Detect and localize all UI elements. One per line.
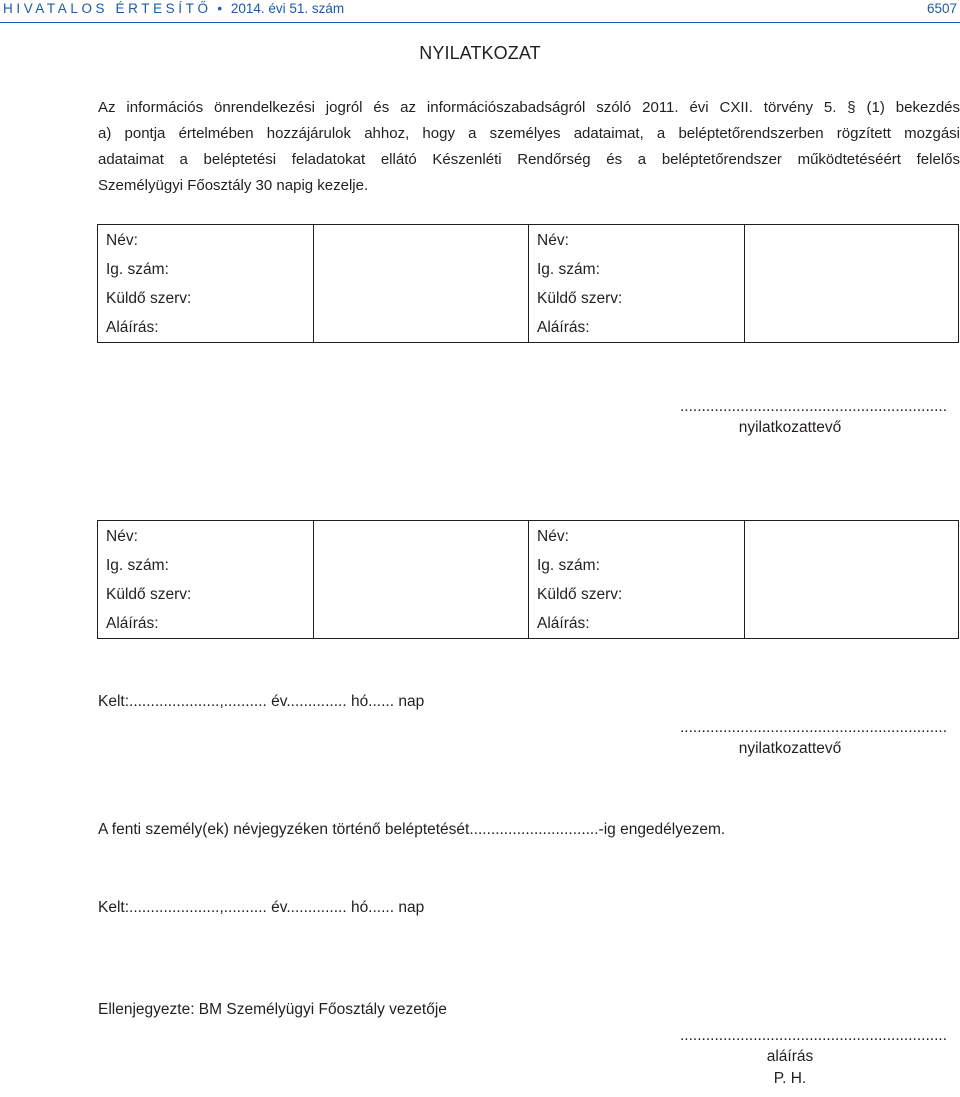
date-line-2: Kelt:.....................,.......... év.............. hó...... nap [98,899,425,916]
sending-org-label: Küldő szerv: [537,290,623,307]
paragraph-line: a) pontja értelmében hozzájárulok ahhoz, hogy a személyes adataimat, a beléptetőrendszerben rögzített mozgási [98,125,960,142]
page-number: 6507 [926,1,957,16]
issue-label: 2014. évi 51. szám [230,1,345,16]
signature-dots: .............................................................. [680,398,947,415]
signature-dots: .............................................................. [680,1027,947,1044]
name-label: Név: [537,232,569,249]
sending-org-label: Küldő szerv: [537,586,623,603]
header-separator: • [217,1,223,16]
approver-signature [680,1027,947,1090]
declarant-signature-2 [680,719,947,760]
page-header [0,0,960,17]
paragraph-line: Személyügyi Főosztály 30 napig kezelje. [98,177,369,194]
declarant-signature-1 [680,398,947,439]
id-number-label: Ig. szám: [106,557,169,574]
sending-org-label: Küldő szerv: [106,290,192,307]
countersign-statement: Ellenjegyezte: BM Személyügyi Főosztály vezetője [98,1001,447,1018]
id-number-label: Ig. szám: [537,557,600,574]
signature-label: Aláírás: [106,319,159,336]
person-3-labels [98,521,314,639]
date-line-1: Kelt:.....................,.......... év.............. hó...... nap [98,693,425,710]
person-4-values[interactable] [745,521,959,639]
consent-paragraph [98,95,960,199]
person-1-values[interactable] [314,225,529,343]
signature-label: Aláírás: [537,615,590,632]
header-rule [0,22,960,23]
person-4-labels [529,521,745,639]
signature-dots: .............................................................. [680,719,947,736]
stamp-label: P. H. [773,1070,807,1087]
approval-statement: A fenti személy(ek) névjegyzéken történő beléptetését..............................-ig engedélyezem. [98,821,726,838]
person-2-labels [529,225,745,343]
name-label: Név: [537,528,569,545]
name-label: Név: [106,232,138,249]
paragraph-line: Az információs önrendelkezési jogról és az információszabadságról szóló 2011. évi CXII. törvény 5. § (1) bekezdés [98,99,960,116]
header-left [3,0,344,17]
paragraph-line: adataimat a beléptetési feladatokat ellátó Készenléti Rendőrség és a beléptetőrendszer működtetéséért felelős [98,151,960,168]
sending-org-label: Küldő szerv: [106,586,192,603]
id-number-label: Ig. szám: [537,261,600,278]
declarant-label: nyilatkozattevő [738,740,842,757]
publication-name: HIVATALOS ÉRTESÍTŐ [3,1,212,16]
signature-caption: aláírás [766,1048,814,1065]
name-label: Név: [106,528,138,545]
person-1-labels [98,225,314,343]
person-table-1 [97,224,959,343]
document-title: NYILATKOZAT [419,43,541,63]
person-2-values[interactable] [745,225,959,343]
person-3-values[interactable] [314,521,529,639]
signature-label: Aláírás: [537,319,590,336]
id-number-label: Ig. szám: [106,261,169,278]
signature-label: Aláírás: [106,615,159,632]
declarant-label: nyilatkozattevő [738,419,842,436]
person-table-2 [97,520,959,639]
